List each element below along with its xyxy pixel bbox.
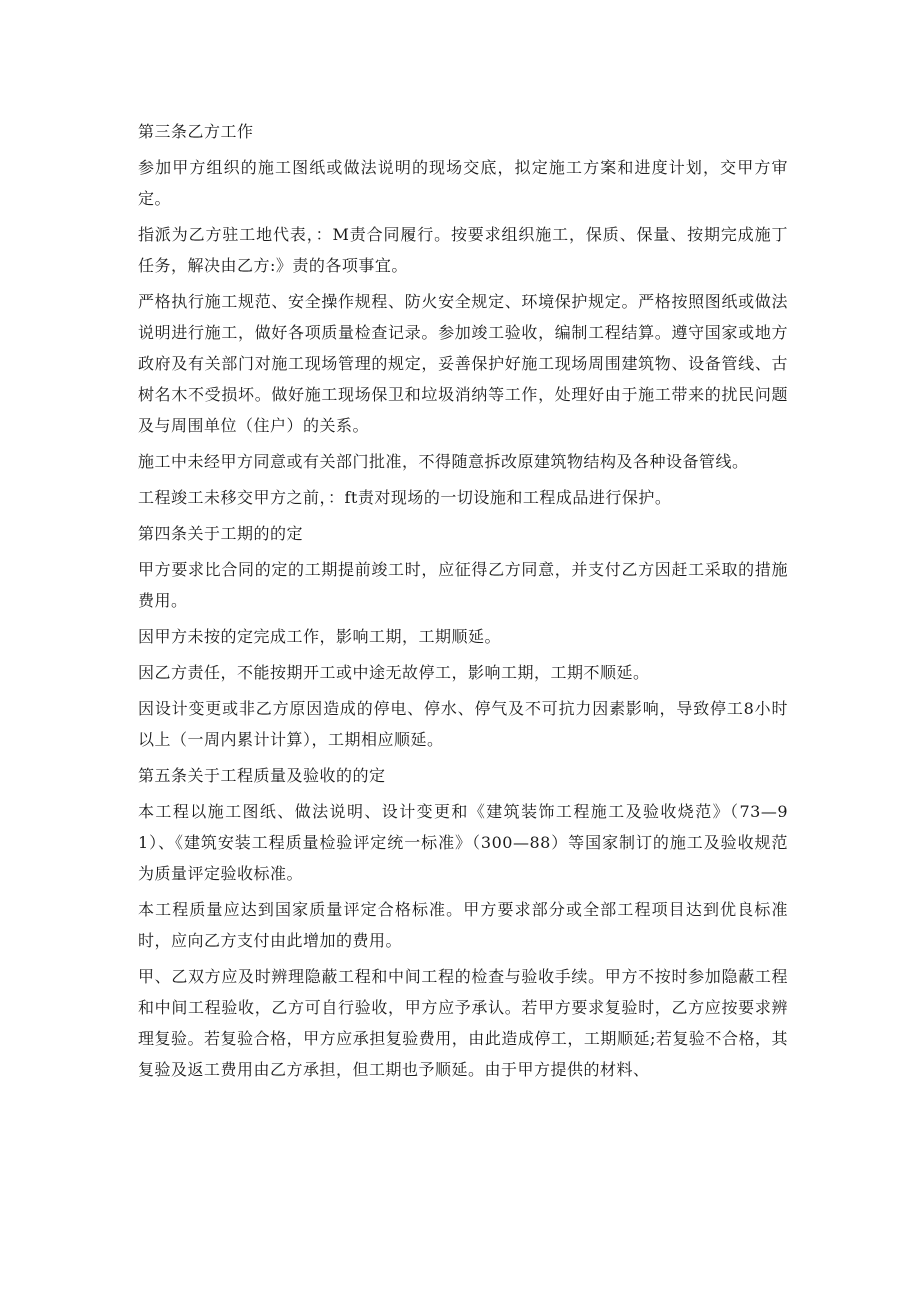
- paragraph: 施工中未经甲方同意或有关部门批准，不得随意拆改原建筑物结构及各种设备管线。: [138, 452, 749, 471]
- paragraph: 本工程质量应达到国家质量评定合格标准。甲方要求部分或全部工程项目达到优良标准时，应向乙方支付由此增加的费用。: [138, 900, 788, 950]
- paragraph: 甲、乙双方应及时辨理隐蔽工程和中间工程的检查与验收手续。甲方不按时参加隐蔽工程和中间工程验收，乙方可自行验收，甲方应予承认。若甲方要求复验时，乙方应按要求辨理复验。若复验合格，甲方应承担复验费用，由此造成停工，工期顺延;若复验不合格，其复验及返工费用由乙方承担，但工期也予顺延。由于甲方提供的材料、: [138, 967, 788, 1079]
- paragraph: 甲方要求比合同的定的工期提前竣工时，应征得乙方同意，并支付乙方因赶工采取的措施费用。: [138, 560, 788, 610]
- paragraph: 指派为乙方驻工地代表，：M责合同履行。按要求组织施工，保质、保量、按期完成施丁任务，解决由乙方:》责的各项事宜。: [138, 225, 788, 275]
- document-page: [138, 116, 788, 1090]
- paragraph: 严格执行施工规范、安全操作规程、防火安全规定、环境保护规定。严格按照图纸或做法说明进行施工，做好各项质量检查记录。参加竣工验收，编制工程结算。遵守国家或地方政府及有关部门对施工现场管理的规定，妥善保护好施工现场周围建筑物、设备管线、古树名木不受损坏。做好施工现场保卫和垃圾消纳等工作，处理好由于施工带来的扰民问题及与周围单位（住户）的关系。: [138, 292, 788, 435]
- paragraph: 工程竣工未移交甲方之前，：ft责对现场的一切设施和工程成品进行保护。: [138, 488, 672, 507]
- section-heading-article-3: 第三条乙方工作: [138, 122, 254, 141]
- paragraph: 本工程以施工图纸、做法说明、设计变更和《建筑装饰工程施工及验收烧范》（73—91）、《建筑安装工程质量检验评定统一标准》（300—88）等国家制订的施工及验收规范为质量评定验收标准。: [138, 802, 788, 883]
- paragraph: 因设计变更或非乙方原因造成的停电、停水、停气及不可抗力因素影响，导致停工8小时以上（一周内累计计算），工期相应顺延。: [138, 699, 788, 749]
- section-heading-article-5: 第五条关于工程质量及验收的的定: [138, 766, 386, 785]
- paragraph: 因乙方责任，不能按期开工或中途无故停工，影响工期，工期不顺延。: [138, 663, 650, 682]
- paragraph: 因甲方未按的定完成工作，影响工期，工期顺延。: [138, 627, 502, 646]
- section-heading-article-4: 第四条关于工期的的定: [138, 524, 304, 543]
- paragraph: 参加甲方组织的施工图纸或做法说明的现场交底，拟定施工方案和进度计划，交甲方审定。: [138, 158, 788, 208]
